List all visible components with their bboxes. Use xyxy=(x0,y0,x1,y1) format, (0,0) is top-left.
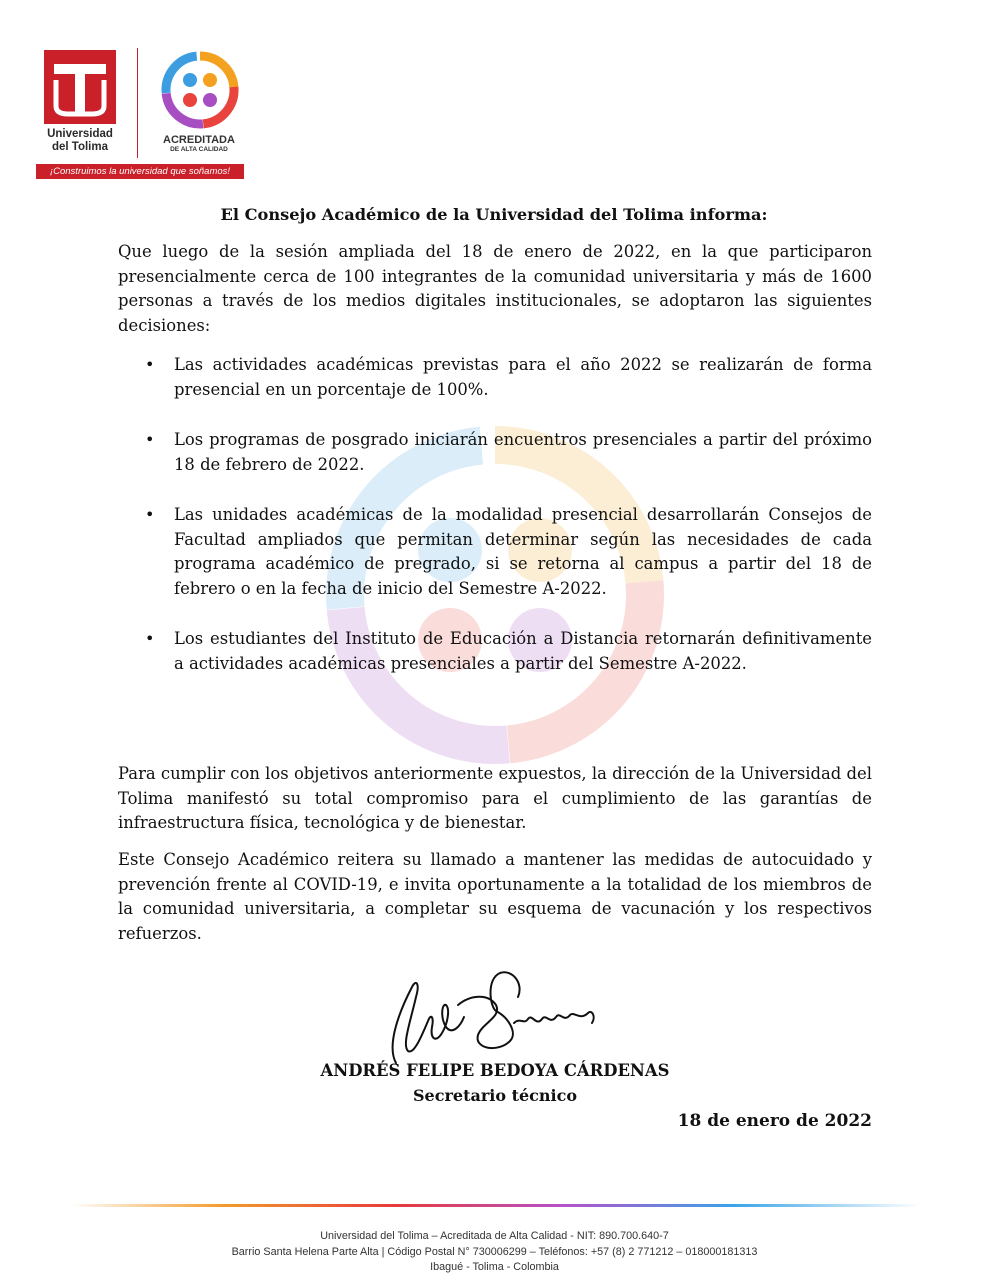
list-item: • Las actividades académicas previstas para el año 2022 se realizarán de forma presencial en un porcentaje de 100%. xyxy=(118,353,872,402)
footer-divider xyxy=(70,1204,920,1207)
list-item: • Los estudiantes del Instituto de Educación a Distancia retornarán definitivamente a actividades académicas presenciales a partir del Semestre A-2022. xyxy=(118,627,872,676)
handwritten-signature-icon xyxy=(378,965,608,1075)
footer-line-3: Ibagué - Tolima - Colombia xyxy=(430,1261,559,1273)
accreditation-label: ACREDITADA DE ALTA CALIDAD xyxy=(163,134,235,153)
footer-line-1: Universidad del Tolima – Acreditada de Alta Calidad - NIT: 890.700.640-7 xyxy=(320,1230,669,1242)
footer-line-2: Barrio Santa Helena Parte Alta | Código Postal N° 730006299 – Teléfonos: +57 (8) 2 771212 – 018000181313 xyxy=(231,1245,758,1258)
document-heading: El Consejo Académico de la Universidad del Tolima informa: xyxy=(220,205,768,224)
decisions-list xyxy=(118,353,872,702)
slogan-banner: ¡Construimos la universidad que soñamos! xyxy=(36,164,244,179)
commitment-paragraph: Para cumplir con los objetivos anteriormente expuestos, la dirección de la Universidad del Tolima manifestó su total compromiso para el cumplimiento de las garantías de infraestructura física, tecnológica y de bienestar. xyxy=(118,764,872,832)
document-date: 18 de enero de 2022 xyxy=(677,1111,872,1131)
covid-paragraph: Este Consejo Académico reitera su llamado a mantener las medidas de autocuidado y prevención frente al COVID-19, e invita oportunamente a la totalidad de los miembros de la comunidad universitaria, a completar su esquema de vacunación y los respectivos refuerzos. xyxy=(118,850,872,943)
university-name: Universidad del Tolima xyxy=(47,128,113,153)
footer xyxy=(0,1229,989,1276)
logo-divider xyxy=(137,48,138,158)
signatory-role: Secretario técnico xyxy=(412,1086,578,1105)
intro-paragraph: Que luego de la sesión ampliada del 18 de enero de 2022, en la que participaron presencialmente cerca de 100 integrantes de la comunidad universitaria y más de 1600 personas a través de los medios digitales institucionales, se adoptaron las siguientes decisiones: xyxy=(118,242,872,335)
accreditation-logo-icon xyxy=(158,48,242,132)
university-logo-icon xyxy=(44,50,116,124)
list-item: • Las unidades académicas de la modalidad presencial desarrollarán Consejos de Facultad ampliados que permitan determinar según las necesidades de cada programa académico de pregrado, si se retorna al campus a partir del 18 de febrero o en la fecha de inicio del Semestre A-2022. xyxy=(118,503,872,601)
list-item: • Los programas de posgrado iniciarán encuentros presenciales a partir del próximo 18 de febrero de 2022. xyxy=(118,428,872,477)
header-logos xyxy=(34,42,250,182)
signatory-name: ANDRÉS FELIPE BEDOYA CÁRDENAS xyxy=(320,1061,670,1080)
